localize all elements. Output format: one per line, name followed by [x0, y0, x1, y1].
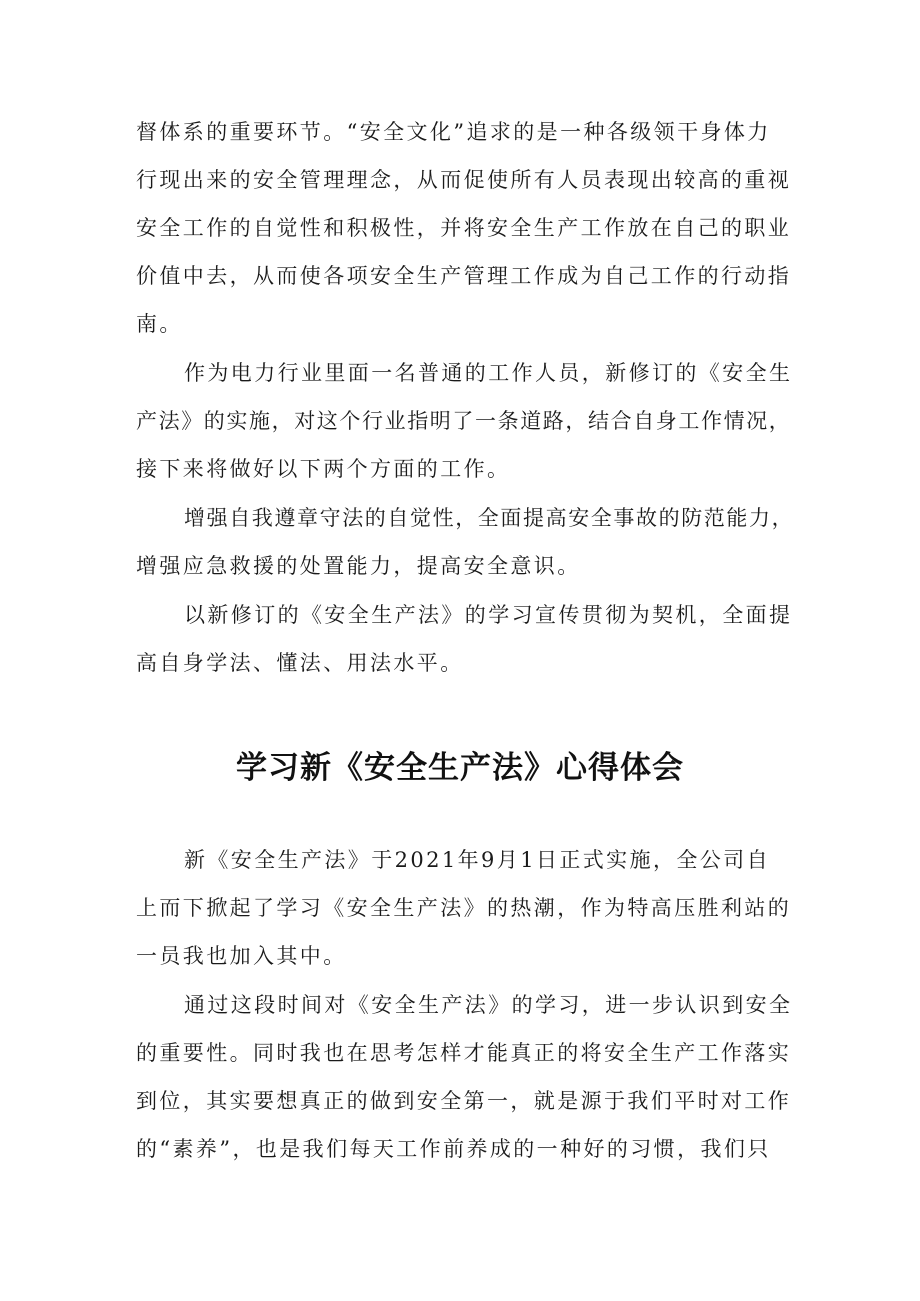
para5-line-1: 新《安全生产法》于2021年9月1日正式实施，全公司自 — [184, 848, 770, 872]
para1-line-4: 价值中去，从而使各项安全生产管理工作成为自己工作的行动指 — [136, 264, 792, 288]
para4-line-1: 以新修订的《安全生产法》的学习宣传贯彻为契机，全面提 — [184, 603, 793, 627]
para3-line-1: 增强自我遵章守法的自觉性，全面提高安全事故的防范能力， — [184, 506, 795, 530]
document-title: 学习新《安全生产法》心得体会 — [236, 750, 684, 786]
para4-line-2: 高自身学法、懂法、用法水平。 — [136, 651, 464, 675]
para1-line-2: 行现出来的安全管理理念，从而促使所有人员表现出较高的重视 — [136, 168, 792, 192]
para6-line-3: 到位，其实要想真正的做到安全第一，就是源于我们平时对工作 — [136, 1089, 792, 1113]
para1-line-3: 安全工作的自觉性和积极性，并将安全生产工作放在自己的职业 — [136, 216, 792, 240]
para2-line-2: 产法》的实施，对这个行业指明了一条道路，结合自身工作情况， — [136, 409, 792, 433]
para5-line-3: 一员我也加入其中。 — [136, 944, 347, 968]
para5-line-2: 上而下掀起了学习《安全生产法》的热潮，作为特高压胜利站的 — [136, 896, 792, 920]
para2-line-3: 接下来将做好以下两个方面的工作。 — [136, 457, 511, 481]
para6-line-4: 的“素养”，也是我们每天工作前养成的一种好的习惯，我们只 — [136, 1137, 771, 1161]
para6-line-1: 通过这段时间对《安全生产法》的学习，进一步认识到安全 — [184, 993, 793, 1017]
para1-line-5: 南。 — [136, 312, 183, 336]
para3-line-2: 增强应急救援的处置能力，提高安全意识。 — [136, 554, 581, 578]
para6-line-2: 的重要性。同时我也在思考怎样才能真正的将安全生产工作落实 — [136, 1041, 792, 1065]
para2-line-1: 作为电力行业里面一名普通的工作人员，新修订的《安全生 — [184, 361, 793, 385]
para1-line-1: 督体系的重要环节。“安全文化”追求的是一种各级领干身体力 — [136, 120, 771, 144]
